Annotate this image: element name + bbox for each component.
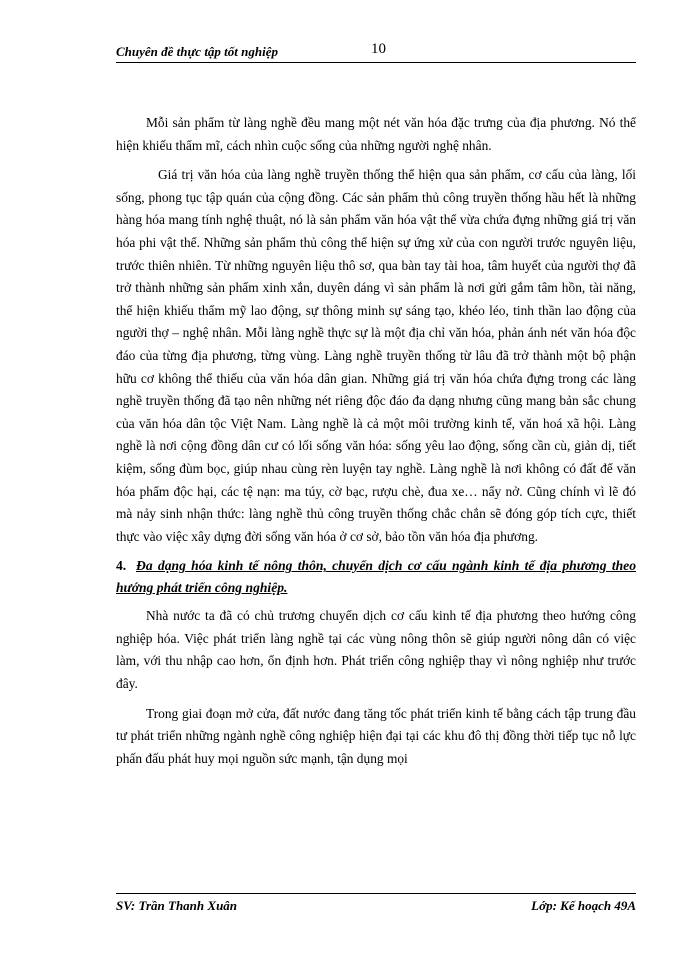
section-heading-text: Đa dạng hóa kinh tế nông thôn, chuyển dịch cơ cấu ngành kinh tế địa phương theo hướng phát triển công nghiệp.: [116, 558, 636, 596]
page-footer: [116, 898, 636, 916]
header-title: Chuyên đề thực tập tốt nghiệp: [116, 44, 278, 59]
footer-rule: [116, 893, 636, 894]
header-rule: [116, 62, 636, 63]
page-number: 10: [371, 41, 386, 57]
paragraph: Mỗi sản phẩm từ làng nghề đều mang một nét văn hóa đặc trưng của địa phương. Nó thể hiện khiếu thẩm mĩ, cách nhìn cuộc sống của những người nghệ nhân.: [116, 115, 636, 153]
section-heading: [116, 555, 636, 599]
footer-student: SV: Trần Thanh Xuân: [116, 898, 238, 913]
document-body: [116, 112, 636, 777]
page-header: [116, 41, 636, 62]
paragraph: Giá trị văn hóa của làng nghề truyền thống thể hiện qua sản phẩm, cơ cấu của làng, lối sống, phong tục tập quán của cộng đồng. Các sản phẩm thủ công truyền thống hầu hết là những hàng hóa mang tính nghệ thuật, nó là sản phẩm văn hóa vật thể vừa chứa đựng những giá trị văn hóa phi vật thể. Những sản phẩm thủ công thể hiện sự ứng xử của con người trước nguyên liệu, trước thiên nhiên. Từ những nguyên liệu thô sơ, qua bàn tay tài hoa, tâm huyết của người thợ đã trở thành những sản phẩm xinh xắn, duyên dáng vì sản phẩm là nơi gửi gắm tâm hồn, tài năng, thể hiện khiếu thẩm mỹ lao động, sự thông minh sự sáng tạo, khéo léo, tinh thần lao động của người thợ – nghệ nhân. Mỗi làng nghề thực sự là một địa chỉ văn hóa, phản ánh nét văn hóa độc đáo của từng địa phương, từng vùng. Làng nghề truyền thống từ lâu đã trở thành một bộ phận hữu cơ không thể thiếu của văn hóa dân gian. Những giá trị văn hóa chứa đựng trong các làng nghề truyền thống đã tạo nên những nét riêng độc đáo đa dạng nhưng cũng mang bản sắc chung của văn hóa dân tộc Việt Nam. Làng nghề là cả một môi trường kinh tế, văn hoá xã hội. Làng nghề là nơi cộng đồng dân cư có lối sống văn hóa: sống yêu lao động, sống cần cù, giản dị, tiết kiệm, sống đùm bọc, giúp nhau cùng rèn luyện tay nghề. Làng nghề là nơi không có đất để văn hóa phẩm độc hại, các tệ nạn: ma túy, cờ bạc, rượu chè, đua xe… nẩy nở. Cũng chính vì lẽ đó mà nảy sinh nhận thức: làng nghề thủ công truyền thống chắc chắn sẽ đóng góp tích cực, thiết thực vào việc xây dựng đời sống văn hóa ở cơ sở, bảo tồn văn hóa địa phương.: [116, 167, 636, 544]
paragraph: Nhà nước ta đã có chủ trương chuyển dịch cơ cấu kinh tế địa phương theo hướng công nghiệp hóa. Việc phát triển làng nghề tại các vùng nông thôn sẽ giúp người nông dân có việc làm, với thu nhập cao hơn, ổn định hơn. Phát triển công nghiệp thay vì nông nghiệp như trước đây.: [116, 608, 636, 692]
footer-class: Lớp: Kế hoạch 49A: [531, 898, 636, 913]
section-number: 4.: [116, 558, 127, 574]
paragraph: Trong giai đoạn mở cửa, đất nước đang tăng tốc phát triển kinh tế bằng cách tập trung đầu tư phát triển những ngành nghề công nghiệp hiện đại tại các khu đô thị đồng thời tiếp tục nỗ lực phấn đấu phát huy mọi nguồn sức mạnh, tận dụng mọi: [116, 705, 636, 766]
